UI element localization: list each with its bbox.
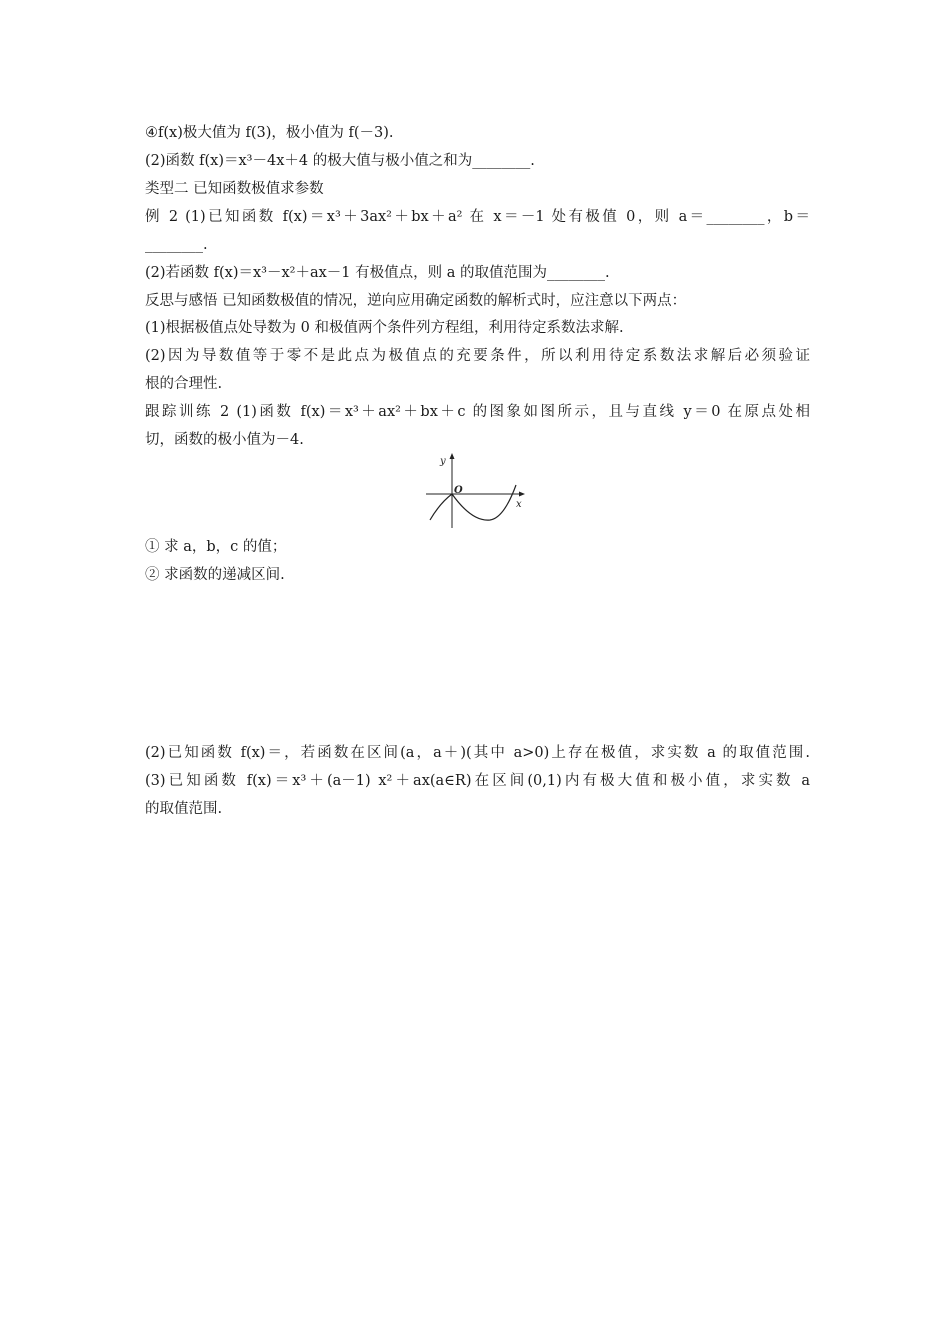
text-line-10: 根的合理性.: [145, 376, 223, 392]
text-line-5: ________.: [145, 237, 208, 253]
text-line-16: (3)已知函数 f(x)＝x³＋(a－1) x²＋ax(a∈R)在区间(0,1)内有极大值和极小值，求实数 a: [145, 773, 810, 789]
text-line-11: 跟踪训练 2 (1)函数 f(x)＝x³＋ax²＋bx＋c 的图象如图所示，且与直线 y＝0 在原点处相: [145, 404, 810, 420]
curve: [430, 485, 516, 520]
text-line-6: (2)若函数 f(x)＝x³－x²＋ax－1 有极值点，则 a 的取值范围为________.: [145, 265, 610, 281]
x-axis-arrow: [519, 492, 525, 497]
y-axis-label: y: [440, 456, 446, 467]
text-line-14: ② 求函数的递减区间.: [145, 567, 285, 583]
text-line-12: 切，函数的极小值为－4.: [145, 432, 304, 448]
text-line-3: 类型二 已知函数极值求参数: [145, 181, 324, 197]
y-axis-arrow: [450, 453, 455, 459]
x-axis-label: x: [516, 499, 522, 510]
function-graph: [424, 452, 528, 530]
text-line-15: (2)已知函数 f(x)＝，若函数在区间(a，a＋)(其中 a>0)上存在极值，求实数 a 的取值范围.: [145, 745, 810, 761]
origin-label: O: [454, 485, 463, 496]
text-line-2: (2)函数 f(x)＝x³－4x＋4 的极大值与极小值之和为________.: [145, 153, 535, 169]
text-line-8: (1)根据极值点处导数为 0 和极值两个条件列方程组，利用待定系数法求解.: [145, 320, 624, 336]
text-line-4: 例 2 (1)已知函数 f(x)＝x³＋3ax²＋bx＋a² 在 x＝－1 处有极值 0，则 a＝________，b＝: [145, 209, 810, 225]
text-line-7: 反思与感悟 已知函数极值的情况，逆向应用确定函数的解析式时，应注意以下两点：: [145, 293, 687, 309]
text-line-13: ① 求 a，b，c 的值；: [145, 539, 287, 555]
text-line-17: 的取值范围.: [145, 801, 223, 817]
text-line-9: (2)因为导数值等于零不是此点为极值点的充要条件，所以利用待定系数法求解后必须验证: [145, 348, 810, 364]
text-line-1: ④f(x)极大值为 f(3)，极小值为 f(－3).: [145, 125, 394, 141]
